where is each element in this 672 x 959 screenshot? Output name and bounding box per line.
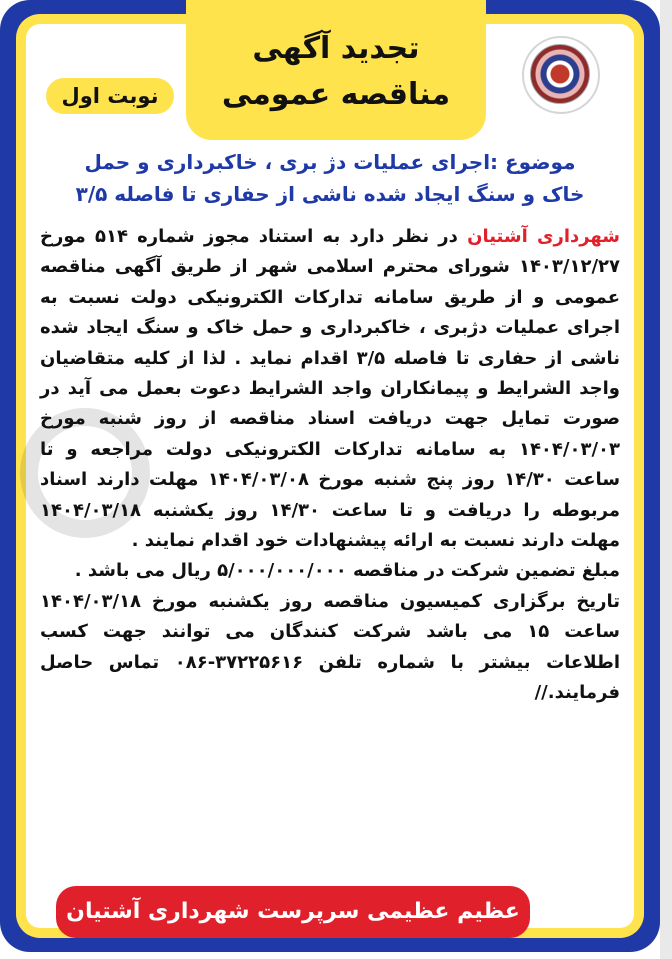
signatory-banner: عظیم عظیمی سرپرست شهرداری آشتیان — [56, 886, 530, 938]
notice-body — [40, 222, 620, 709]
guarantee-text: مبلغ تضمین شرکت در مناقصه ۵/۰۰۰/۰۰۰/۰۰۰ ریال می باشد . — [74, 560, 620, 582]
title-line-1: تجدید آگهی — [252, 31, 420, 66]
organization-name: شهرداری آشتیان — [467, 226, 621, 247]
notice-main-text: در نظر دارد به استناد مجوز شماره ۵۱۴ مورخ ۱۴۰۳/۱۲/۲۷ شورای محترم اسلامی شهر از طریق آگهی مناقصه عمومی و از طریق سامانه تدارکات الکترونیکی دولت نسبت به اجرای عملیات دژبری ، خاکبرداری و حمل خاک و سنگ ایجاد شده ناشی از حفاری تا فاصله ۳/۵ اقدام نماید . لذا از کلیه متقاضیان واجد الشرایط و پیمانکاران واجد الشرایط دعوت بعمل می آید در صورت تمایل جهت دریافت اسناد مناقصه از روز شنبه مورخ ۱۴۰۴/۰۳/۰۳ به سامانه تدارکات الکترونیکی دولت مراجعه و تا ساعت ۱۴/۳۰ روز پنج شنبه مورخ ۱۴۰۴/۰۳/۰۸ مهلت دارند اسناد مربوطه را دریافت و تا ساعت ۱۴/۳۰ روز یکشنبه ۱۴۰۴/۰۳/۱۸ مهلت دارند نسبت به ارائه پیشنهادات خود اقدام نمایند . — [40, 226, 621, 552]
round-badge: نوبت اول — [46, 78, 174, 114]
municipality-emblem-icon — [530, 44, 590, 104]
title-line-2: مناقصه عمومی — [221, 77, 451, 112]
notice-subject: موضوع :اجرای عملیات دژ بری ، خاکبرداری و حمل خاک و سنگ ایجاد شده ناشی از حفاری تا فاصله ۳/۵ — [75, 150, 585, 206]
page-edge — [660, 0, 672, 959]
title-box — [186, 0, 486, 140]
commission-text: تاریخ برگزاری کمیسیون مناقصه روز یکشنبه مورخ ۱۴۰۴/۰۳/۱۸ ساعت ۱۵ می باشد شرکت کنندگان می توانند جهت کسب اطلاعات بیشتر با شماره تلفن ۳۷۲۲۵۶۱۶-۰۸۶ تماس حاصل فرمایند.// — [40, 590, 621, 704]
